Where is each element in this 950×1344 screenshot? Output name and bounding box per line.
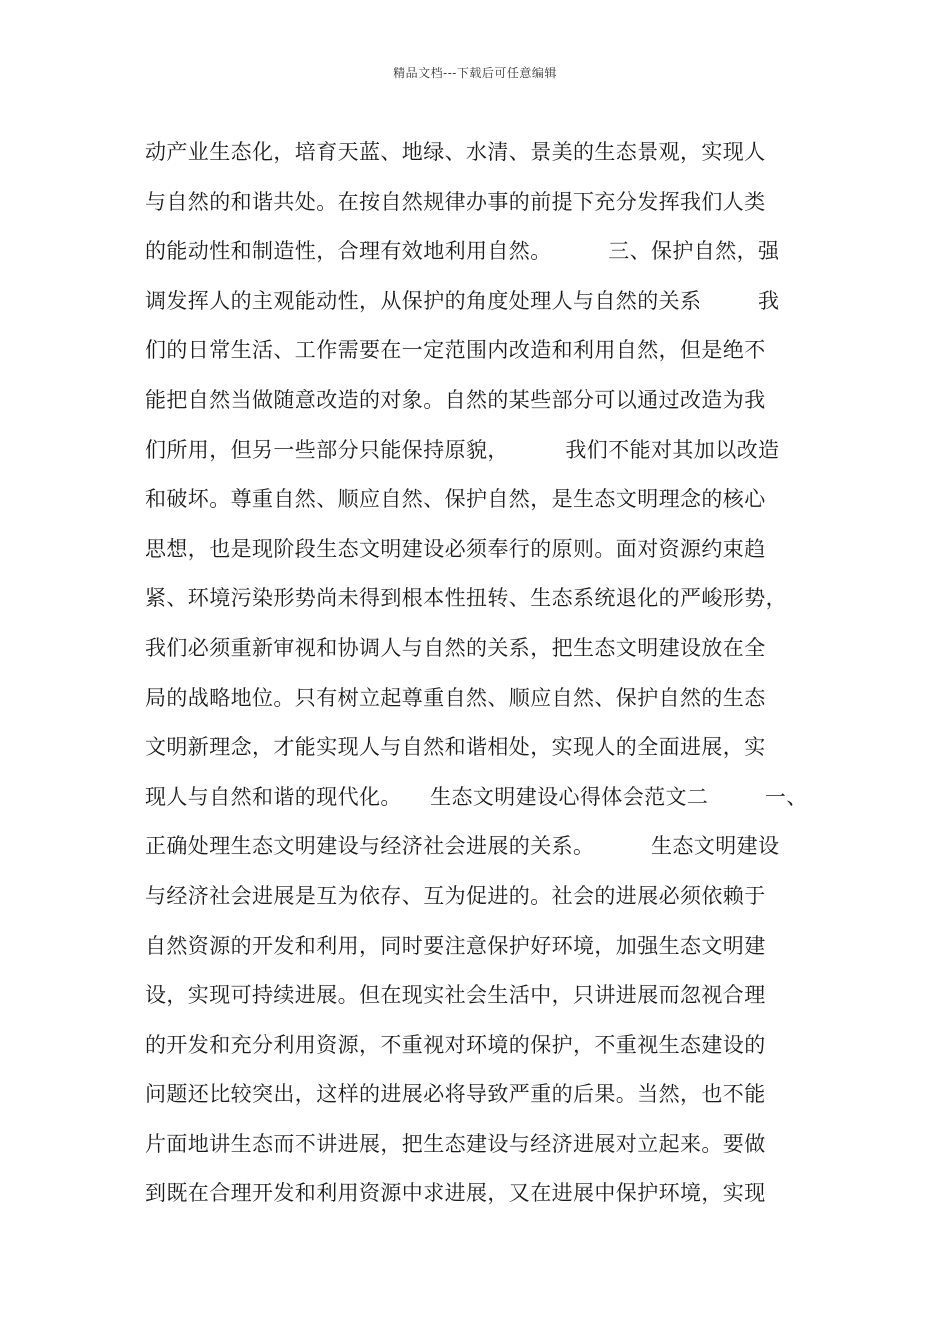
text-line: 自然资源的开发和利用，同时要注意保护好环境，加强生态文明建 bbox=[145, 933, 766, 958]
text-line: 调发挥人的主观能动性，从保护的角度处理人与自然的关系 我 bbox=[145, 288, 780, 313]
text-line: 与自然的和谐共处。在按自然规律办事的前提下充分发挥我们人类 bbox=[145, 189, 766, 214]
text-line: 动产业生态化，培育天蓝、地绿、水清、景美的生态景观，实现人 bbox=[145, 140, 766, 164]
text-line: 的开发和充分利用资源，不重视对环境的保护，不重视生态建设的 bbox=[145, 1032, 766, 1057]
text-line: 设，实现可持续进展。但在现实社会生活中，只讲进展而忽视合理 bbox=[145, 983, 766, 1008]
text-line: 们的日常生活、工作需要在一定范围内改造和利用自然，但是绝不 bbox=[145, 338, 766, 363]
text-line: 文明新理念，才能实现人与自然和谐相处，实现人的全面进展，实 bbox=[145, 735, 766, 760]
text-line: 问题还比较突出，这样的进展必将导致严重的后果。当然，也不能 bbox=[145, 1082, 766, 1107]
text-line: 到既在合理开发和利用资源中求进展，又在进展中保护环境，实现 bbox=[145, 1181, 766, 1206]
text-line: 和破坏。尊重自然、顺应自然、保护自然，是生态文明理念的核心 bbox=[145, 487, 766, 512]
text-line: 能把自然当做随意改造的对象。自然的某些部分可以通过改造为我 bbox=[145, 387, 766, 412]
text-line: 现人与自然和谐的现代化。 生态文明建设心得体会范文二 一、 bbox=[145, 784, 808, 809]
text-line: 思想，也是现阶段生态文明建设必须奉行的原则。面对资源约束趋 bbox=[145, 536, 766, 561]
body-text bbox=[145, 128, 835, 1219]
text-line: 我们必须重新审视和协调人与自然的关系，把生态文明建设放在全 bbox=[145, 635, 766, 660]
text-line: 片面地讲生态而不讲进展，把生态建设与经济进展对立起来。要做 bbox=[145, 1131, 766, 1156]
text-line: 局的战略地位。只有树立起尊重自然、顺应自然、保护自然的生态 bbox=[145, 685, 766, 710]
page-header: 精品文档---下载后可任意编辑 bbox=[393, 66, 557, 80]
text-line: 们所用，但另一些部分只能保持原貌， 我们不能对其加以改造 bbox=[145, 437, 780, 462]
text-line: 与经济社会进展是互为依存、互为促进的。社会的进展必须依赖于 bbox=[145, 883, 766, 908]
text-line: 紧、环境污染形势尚未得到根本性扭转、生态系统退化的严峻形势， bbox=[145, 586, 787, 611]
text-line: 正确处理生态文明建设与经济社会进展的关系。 生态文明建设 bbox=[145, 834, 780, 859]
text-line: 的能动性和制造性，合理有效地利用自然。 三、保护自然，强 bbox=[145, 239, 780, 264]
